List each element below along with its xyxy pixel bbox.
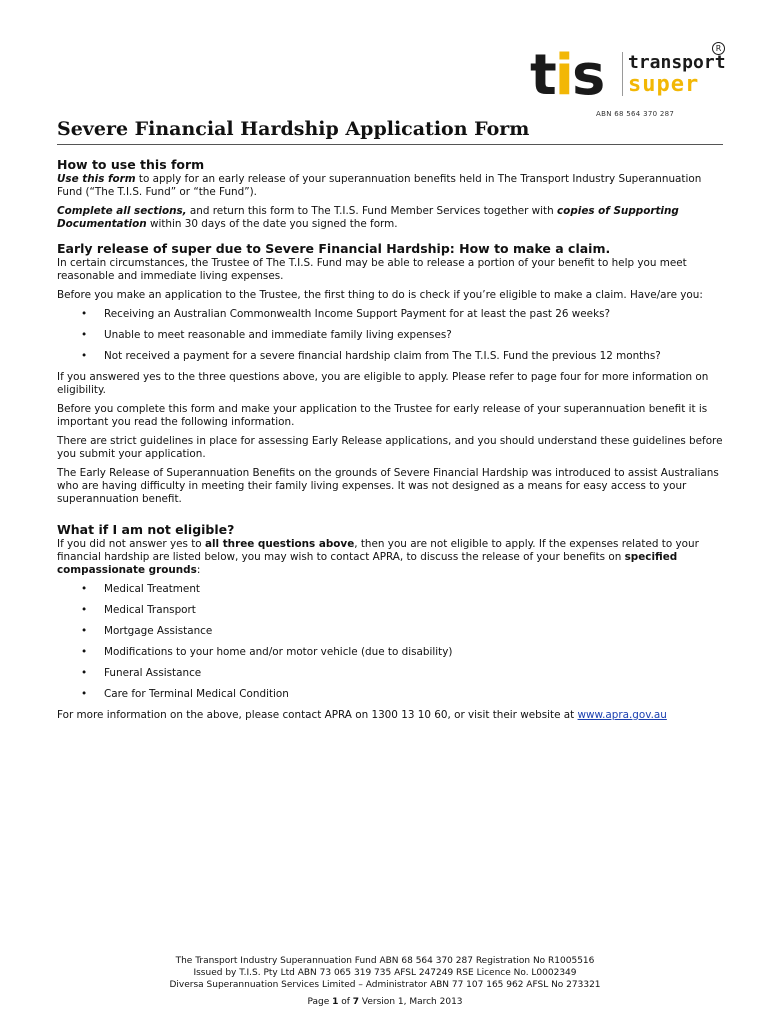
logo-abn: ABN 68 564 370 287 xyxy=(596,110,675,118)
list-item: • Funeral Assistance xyxy=(81,667,202,679)
list-item: • Mortgage Assistance xyxy=(81,625,213,637)
early-release-section xyxy=(57,241,723,506)
early-release-paragraph-1: In certain circumstances, the Trustee of The T.I.S. Fund may be able to release a portion of your benefit to help you meet reasonable and immediate living expenses. xyxy=(57,257,687,282)
list-item: • Medical Transport xyxy=(81,604,196,616)
title-divider xyxy=(57,144,723,145)
list-item: • Medical Treatment xyxy=(81,583,200,595)
bullet-icon: • xyxy=(81,329,88,341)
page-footer xyxy=(0,955,770,1008)
logo-super-text: super xyxy=(628,72,700,97)
compassionate-grounds-list xyxy=(57,583,723,701)
how-to-use-heading: How to use this form xyxy=(57,157,205,172)
footer-line-1: The Transport Industry Superannuation Fund ABN 68 564 370 287 Registration No R1005516 xyxy=(175,956,595,966)
logo-tis-mark: tis xyxy=(530,43,604,108)
footer-line-2: Issued by T.I.S. Pty Ltd ABN 73 065 319 735 AFSL 247249 RSE Licence No. L0002349 xyxy=(193,968,577,978)
bullet-icon: • xyxy=(81,350,88,362)
list-item: • Care for Terminal Medical Condition xyxy=(81,688,289,700)
bullet-icon: • xyxy=(81,625,88,637)
how-to-use-section xyxy=(57,157,723,231)
not-eligible-section xyxy=(57,522,723,722)
bullet-icon: • xyxy=(81,583,88,595)
bullet-icon: • xyxy=(81,688,88,700)
early-release-paragraph-5: There are strict guidelines in place for assessing Early Release applications, and you should understand these guidelines before you submit your application. xyxy=(57,435,723,460)
apra-website-link[interactable]: www.apra.gov.au xyxy=(577,709,667,721)
page-number: Page 1 of 7 Version 1, March 2013 xyxy=(307,997,463,1007)
bullet-icon: • xyxy=(81,646,88,658)
logo-divider xyxy=(622,52,623,96)
registered-trademark-icon: R xyxy=(712,42,725,55)
footer-line-3: Diversa Superannuation Services Limited – Administrator ABN 77 107 165 962 AFSL No 273321 xyxy=(169,980,601,990)
how-to-use-paragraph-1: Use this form to apply for an early release of your superannuation benefits held in The Transport Industry Superannuation Fund (“The T.I.S. Fund” or “the Fund”). xyxy=(57,173,702,198)
early-release-paragraph-2: Before you make an application to the Trustee, the first thing to do is check if you’re eligible to make a claim. Have/are you: xyxy=(57,289,703,301)
bullet-icon: • xyxy=(81,308,88,320)
page-title: Severe Financial Hardship Application Form xyxy=(57,118,530,140)
list-item: • Receiving an Australian Commonwealth Income Support Payment for at least the past 26 weeks? xyxy=(81,308,611,320)
form-content xyxy=(57,157,723,728)
not-eligible-paragraph-1: If you did not answer yes to all three questions above, then you are not eligible to apply. If the expenses related to your financial hardship are listed below, you may wish to contact APRA, to discuss the release of your benefits on specified compassionate grounds: xyxy=(57,538,699,576)
eligibility-question-list xyxy=(57,308,723,363)
early-release-paragraph-4: Before you complete this form and make your application to the Trustee for early release of your superannuation benefit it is important you read the following information. xyxy=(57,403,708,428)
list-item: • Unable to meet reasonable and immediate family living expenses? xyxy=(81,329,452,341)
early-release-paragraph-6: The Early Release of Superannuation Benefits on the grounds of Severe Financial Hardship was introduced to assist Australians who are having difficulty in meeting their family living expenses. It was not designed as a means for easy access to your superannuation benefit. xyxy=(57,467,719,505)
how-to-use-paragraph-2: Complete all sections, and return this form to The T.I.S. Fund Member Services together with copies of Supporting Documentation within 30 days of the date you signed the form. xyxy=(57,205,679,230)
bullet-icon: • xyxy=(81,667,88,679)
early-release-heading: Early release of super due to Severe Financial Hardship: How to make a claim. xyxy=(57,241,611,256)
early-release-paragraph-3: If you answered yes to the three questions above, you are eligible to apply. Please refer to page four for more information on eligibility. xyxy=(57,371,709,396)
logo-transport-text: transport xyxy=(628,52,726,73)
tis-transport-super-logo xyxy=(528,44,728,124)
list-item: • Not received a payment for a severe financial hardship claim from The T.I.S. Fund the previous 12 months? xyxy=(81,350,661,362)
bullet-icon: • xyxy=(81,604,88,616)
not-eligible-heading: What if I am not eligible? xyxy=(57,522,235,537)
apra-contact-paragraph: For more information on the above, please contact APRA on 1300 13 10 60, or visit their website at www.apra.gov.au xyxy=(57,709,667,721)
list-item: • Modifications to your home and/or motor vehicle (due to disability) xyxy=(81,646,453,658)
